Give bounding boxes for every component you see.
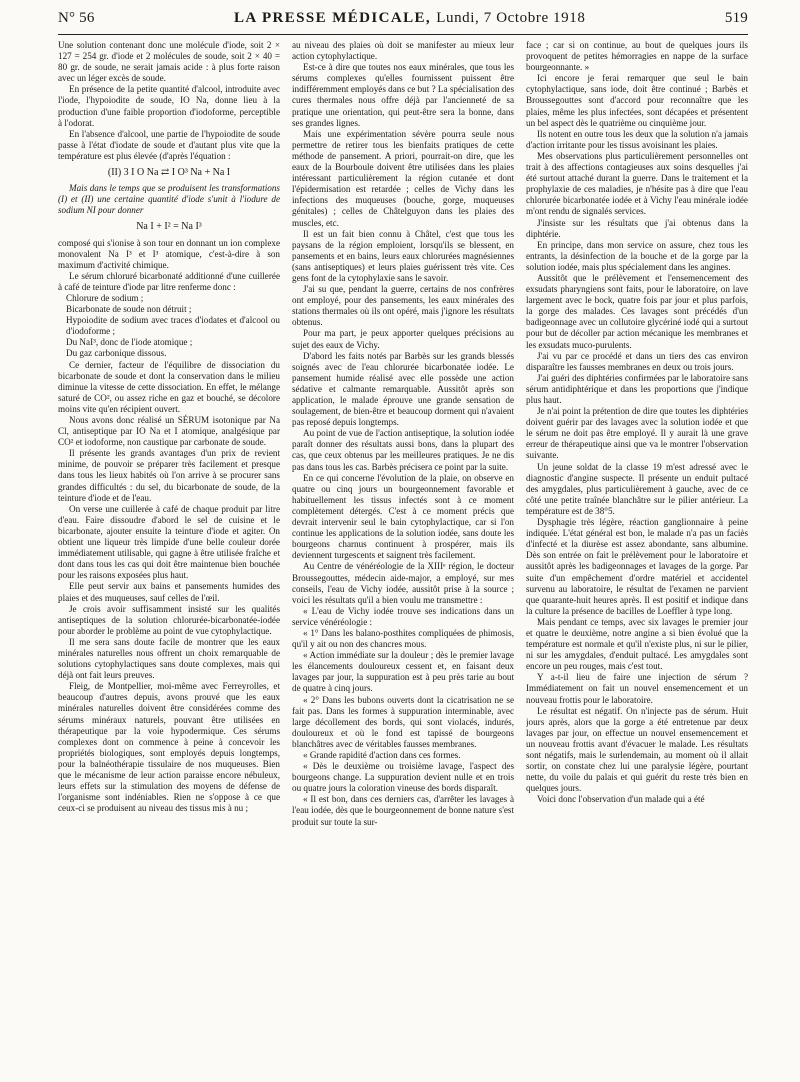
- chemical-equation: (II) 3 I O Na ⇄ I O³ Na + Na I: [107, 167, 231, 179]
- journal-title: LA PRESSE MÉDICALE,: [234, 10, 432, 26]
- paragraph: Y a-t-il lieu de faire une injection de sérum ? Immédiatement on fait un nouvel ensemencement et un nouveau frottis pour le laboratoire.: [526, 672, 748, 705]
- text-column-2: [292, 40, 514, 1076]
- paragraph: face ; car si on continue, au bout de quelques jours ils provoquent de petites hémorragies en nappe de la surface bourgeonnante. »: [526, 40, 748, 73]
- paragraph: Une solution contenant donc une molécule d'iode, soit 2 × 127 = 254 gr. d'iode et 2 molécules de soude, soit 2 × 40 = 80 gr. de soude, ne serait jamais acide : à plus forte raison avec un léger excès de soude.: [58, 40, 280, 84]
- paragraph: Voici donc l'observation d'un malade qui a été: [537, 794, 705, 805]
- header-rule: [58, 34, 748, 35]
- paragraph: « Grande rapidité d'action dans ces formes.: [303, 750, 461, 760]
- paragraph: « L'eau de Vichy iodée trouve ses indications dans un service vénéréologie :: [292, 605, 514, 627]
- issue-number: N° 56: [58, 10, 95, 26]
- paragraph: au niveau des plaies où doit se manifester au mieux leur action cytophylactique.: [292, 40, 514, 62]
- paragraph: Bicarbonate de soude non détruit ;: [66, 304, 192, 315]
- paragraph: On verse une cuillerée à café de chaque produit par litre d'eau. Faire dissoudre d'abord le sel de cuisine et le bicarbonate, ajouter ensuite la teinture d'iode et agiter. On obtient une liqueur très limpide d'une belle couleur dorée immédiatement utilisable, qui gagne à être utilisée fraîche et dont dans tous les cas qui doit être maintenue bien bouchée pour les raisons exposées plus haut.: [58, 503, 280, 581]
- paragraph: En principe, dans mon service on assure, chez tous les entrants, la désinfection de la bouche et de la gorge par la solution iodée, mais plus spécialement dans les angines.: [526, 239, 748, 272]
- paragraph: Pour ma part, je peux apporter quelques précisions au sujet des eaux de Vichy.: [292, 328, 514, 350]
- paragraph: « 1° Dans les balano-posthites compliquées de phimosis, qu'il y ait ou non des chancres mous.: [292, 627, 514, 650]
- paragraph: Il présente les grands avantages d'un prix de revient minime, de pouvoir se préparer très facilement et presque dans tous les lieux habités où l'on arrive à se procurer sans grandes difficultés : du sel, du bicarbonate de soude, de la teinture d'iode et de l'eau.: [58, 448, 280, 503]
- paragraph: Fleig, de Montpellier, moi-même avec Ferreyrolles, et beaucoup d'autres depuis, avons prouvé que les eaux minérales naturelles doivent être considérées comme des sérums minéraux naturels, pouvant être utilisées en thérapeutique par la voie hypodermique. Ces sérums complexes dont on commence à peine à concevoir les propriétés biologiques, sont employés depuis longtemps, pour la balnéothérapie tissulaire de nos muqueuses. Bien que le mécanisme de leur action paraisse encore nébuleux, leurs effets sur la stimulation des moyens de défense de l'organisme sont indéniables. Rien ne s'oppose à ce que ceux-ci se produisent au niveau des tissus mis à nu ;: [58, 681, 280, 814]
- paragraph: En l'absence d'alcool, une partie de l'hypoiodite de soude passe à l'état d'iodate de soude et d'autant plus vite que la température est plus élevée (d'après l'équation :: [58, 128, 280, 161]
- paragraph: Au Centre de vénéréologie de la XIIIᵉ région, le docteur Broussegouttes, médecin aide-major, a employé, sur mes conseils, l'eau de Vichy iodée, aussitôt prise à la source ; voici les résultats qu'il a bien voulu me transmettre :: [292, 561, 514, 605]
- paragraph: Il me sera sans doute facile de montrer que les eaux minérales naturelles nous offrent un choix remarquable de solutions cytophylactiques sans doute complexes, mais qui déjà ont fait leurs preuves.: [58, 636, 280, 681]
- paragraph: Hypoiodite de sodium avec traces d'iodates et d'alcool ou d'iodoforme ;: [66, 315, 280, 337]
- paragraph: Il est un fait bien connu à Châtel, c'est que tous les paysans de la région emploient, lorsqu'ils se blessent, en pansements et en bains, leurs eaux chlorurées magnésiennes (sans antiseptiques) et leurs plaies guérissent très vite. Ces gens font de la cytophylaxie sans le savoir.: [292, 228, 514, 283]
- paragraph: Mes observations plus particulièrement personnelles ont trait à des affections contagieuses aux soins desquelles j'ai été surtout attaché durant la guerre. Dans le traitement et la prophylaxie de ces maladies, je n'hésite pas à dire que l'eau chlorurée bicarbonatée iodée et à Vichy l'eau minérale iodée m'ont rendu de signalés services.: [526, 150, 748, 217]
- paragraph: D'abord les faits notés par Barbès sur les grands blessés soignés avec de l'eau chlorurée bicarbonatée iodée. Le pansement humide réalisé avec elle possède une action sédative et calmante remarquable. Aussitôt après son application, le malade éprouve une grande sensation de soulagement, de bien-être et beaucoup dorment qui n'avaient pas reposé depuis longtemps.: [292, 350, 514, 428]
- paragraph: Le sérum chloruré bicarbonaté additionné d'une cuillerée à café de teinture d'iode par litre renferme donc :: [58, 270, 280, 292]
- paragraph: Du gaz carbonique dissous.: [66, 348, 167, 359]
- chemical-equation: Na I + I² = Na I³: [136, 221, 202, 233]
- paragraph: Est-ce à dire que toutes nos eaux minérales, que tous les sérums complexes qu'elles fournissent puissent être indifféremment employés dans ce but ? La spécialisation des cures thermales nous offre déjà par l'ancienneté de sa pratique une orientation, qui peut-être sera la bonne, dans ses grandes lignes.: [292, 62, 514, 128]
- paragraph: Chlorure de sodium ;: [66, 292, 144, 303]
- page-number: 519: [724, 10, 748, 26]
- page-header: [58, 10, 748, 36]
- paragraph: Mais pendant ce temps, avec six lavages le premier jour et quatre le deuxième, notre angine a si bien évolué que la température est normale et qu'il n'existe plus, ni sur le pilier, ni sur les amygdales, d'enduit pultacé. Les amygdales sont encore un peu rouges, mais c'est tout.: [526, 616, 748, 672]
- text-column-3: [526, 40, 748, 1076]
- paragraph: En ce qui concerne l'évolution de la plaie, on observe en quatre ou cinq jours un bourgeonnement favorable et habituellement les tissus infectés sont à ce moment complètement détergés. C'est à ce moment précis que devrait intervenir seul le bain cytophylactique, car si l'on continue les applications de la solution iodée, sans doute les bourgeons charnus continuent à prospérer, mais ils deviennent turgescents et saignent très facilement.: [292, 472, 514, 561]
- journal-date: Lundi, 7 Octobre 1918: [436, 10, 586, 26]
- paragraph: J'insiste sur les résultats que j'ai obtenus dans la diphtérie.: [526, 217, 748, 239]
- text-column-1: [58, 40, 280, 1076]
- paragraph: J'ai vu par ce procédé et dans un tiers des cas environ disparaître les fausses membranes en deux ou trois jours.: [526, 350, 748, 372]
- paragraph: Du NaI³, donc de l'iode atomique ;: [66, 337, 193, 348]
- paragraph: composé qui s'ionise à son tour en donnant un ion complexe monovalent Na I³ et I³ atomique, c'est-à-dire à son maximum d'activité chimique.: [58, 237, 280, 270]
- paragraph: J'ai su que, pendant la guerre, certains de nos confrères ont employé, pour des pansements, les eaux minérales des stations thermales où ils ont opéré, mais j'ignore les résultats obtenus.: [292, 284, 514, 328]
- paragraph: Au point de vue de l'action antiseptique, la solution iodée paraît donner des résultats aussi bons, dans la plupart des cas, que ceux obtenus par les meilleures pratiques. Je ne dis pas dans tous les cas. Barbès précisera ce point par la suite.: [292, 428, 514, 472]
- paragraph: Dysphagie très légère, réaction ganglionnaire à peine indiquée. L'état général est bon, le malade n'a pas un faciès d'infecté et la diurèse est assez abondante, sans albumine. Dès son entrée on fait le prélèvement pour le laboratoire et aussitôt après les badigeonnages et lavages de la gorge. Par suite d'un empêchement d'ordre matériel et accidentel survenu au laboratoire, le résultat de l'examen ne parvient que quarante-huit heures après. Il est positif et indique dans la culture la présence de bacilles de Loeffler à type long.: [526, 517, 748, 616]
- paragraph: « Action immédiate sur la douleur ; dès le premier lavage les élancements douloureux cessent et, en faisant deux lavages par jour, la suppuration est à peu près tarie au bout de quatre à cinq jours.: [292, 650, 514, 694]
- paragraph: Je crois avoir suffisamment insisté sur les qualités antiseptiques de la solution chlorurée-bicarbonatée-iodée pour aborder le problème au point de vue cytophylactique.: [58, 603, 280, 636]
- paragraph: Mais une expérimentation sévère pourra seule nous permettre de retirer tous les bienfaits pratiques de cette méthode de pansement. A priori, pourrait-on dire, que les eaux de la Bourboule doivent être utilisées dans les plaies intéressant particulièrement la région cutanée et dont l'épidermisation est retardée ; celles de Vichy dans les infections des muqueuses (bouche, gorge, muqueuses génitales) ; celles de Châtelguyon dans les plaies des muscles, etc.: [292, 128, 514, 228]
- paragraph: J'ai guéri des diphtéries confirmées par le laboratoire sans sérum antidiphtérique et dans les proportions que j'indique plus haut.: [526, 372, 748, 405]
- paragraph: Ils notent en outre tous les deux que la solution n'a jamais d'action irritante pour les tissus avoisinant les plaies.: [526, 128, 748, 150]
- paragraph: Mais dans le temps que se produisent les transformations (I) et (II) une certaine quantité d'iode s'unit à l'iodure de sodium NI pour donner: [58, 183, 280, 216]
- paragraph: Aussitôt que le prélèvement et l'ensemencement des exsudats pharyngiens sont faits, pour le laboratoire, on lave largement avec le bock, quatre fois par jour et plus parfois, la gorge des malades. Ces lavages sont précédés d'un badigeonnage avec un collutoire glycériné iodé qui a surtout pour but de décoller par action mécanique les membranes et les exsudats muco-purulents.: [526, 272, 748, 350]
- paragraph: « Il est bon, dans ces derniers cas, d'arrêter les lavages à l'eau iodée, dès que le bourgeonnement de bonne nature s'est produit sur toute la sur-: [292, 794, 514, 827]
- paragraph: Ce dernier, facteur de l'équilibre de dissociation du bicarbonate de soude et dont la conservation dans le milieu diminue la vitesse de cette dissociation. En effet, le mélange saturé de CO², ou assez riche en gaz et bouché, se décolore moins vite qu'en récipient ouvert.: [58, 359, 280, 414]
- paragraph: Nous avons donc réalisé un SÉRUM isotonique par Na Cl, antiseptique par IO Na et I atomique, analgésique par CO² et iodoforme, non caustique par carbonate de soude.: [58, 415, 280, 448]
- journal-masthead: [234, 10, 585, 27]
- paragraph: « Dès le deuxième ou troisième lavage, l'aspect des bourgeons change. La suppuration devient nulle et en trois ou quatre jours la coloration vineuse des bords disparaît.: [292, 761, 514, 794]
- paragraph: Je n'ai point la prétention de dire que toutes les diphtéries doivent guérir par des lavages avec la solution iodée et que le sérum ne doit pas être employé. Il y aurait là une grave erreur de thérapeutique ainsi que va le montrer l'observation suivante.: [526, 406, 748, 461]
- paragraph: En présence de la petite quantité d'alcool, introduite avec l'iode, l'hypoiodite de soude, IO Na, donne lieu à la production d'une faible proportion d'iodoforme, perceptible à l'odorat.: [58, 84, 280, 128]
- paragraph: Elle peut servir aux bains et pansements humides des plaies et des muqueuses, sauf celles de l'œil.: [58, 581, 280, 603]
- paragraph: Le résultat est négatif. On n'injecte pas de sérum. Huit jours après, alors que la gorge a été entretenue par deux lavages par jour, on effectue un nouvel ensemencement et un nouveau frottis avant d'évacuer le malade. Les résultats sont négatifs, mais le surlendemain, au moment où il allait sortir, on constate chez lui une paralysie légère, pourtant nette, du voile du palais et qui guérit du reste très bien en quelques jours.: [526, 705, 748, 794]
- paragraph: Un jeune soldat de la classe 19 m'est adressé avec le diagnostic d'angine suspecte. Il présente un enduit pultacé des amygdales, plus particulièrement à gauche, avec de ce côté une petite traînée blanchâtre sur le pilier antérieur. La température est de 38°5.: [526, 461, 748, 516]
- paragraph: « 2° Dans les bubons ouverts dont la cicatrisation ne se fait pas. Dans les formes à suppuration interminable, avec large décollement des bords, qui sont violacés, indurés, douloureux et où le fond est tapissé de bourgeons blanchâtres avec de véritables fausses membranes.: [292, 694, 514, 749]
- paragraph: Ici encore je ferai remarquer que seul le bain cytophylactique, sans iode, doit être continué ; Barbès et Broussegouttes sont d'accord pour reconnaître que les plaies, même les plus infectées, sont décapées et présentent un bel aspect dès le quatrième ou cinquième jour.: [526, 73, 748, 128]
